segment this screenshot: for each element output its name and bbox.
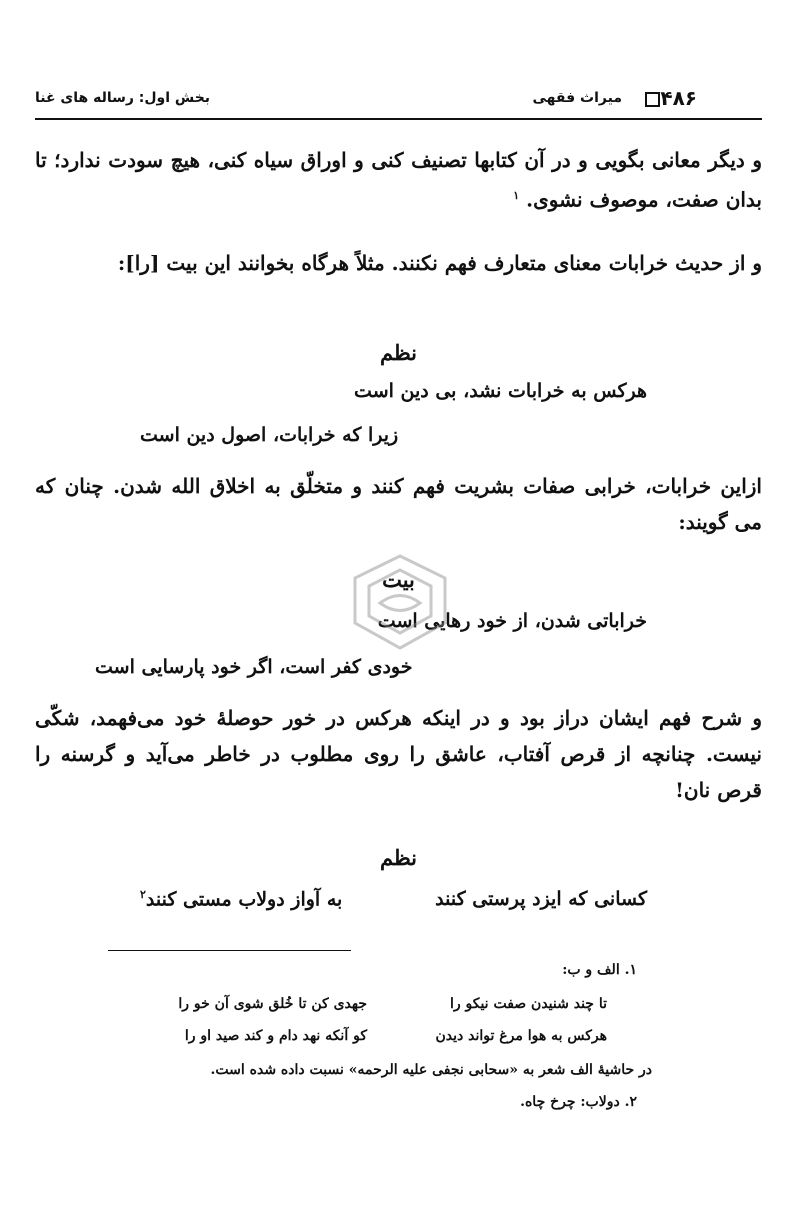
verse-line: زیرا که خرابات، اصول دین است [140,424,399,446]
footnote-note: در حاشیهٔ الف شعر به «سحابی نجفی علیه الرحمه» نسبت داده شده است. [210,1062,652,1078]
paragraph: و دیگر معانی بگویی و در آن کتابها تصنیف کنی و اوراق سیاه کنی، هیچ سودت ندارد؛ تا بدان صفت، موصوف نشوی. $^۱$ [35,148,762,212]
section-heading: بیت [382,567,415,592]
page-number: ۴۸۶ [641,86,697,110]
footnote-verse: تا چند شنیدن صفت نیکو را [449,996,607,1012]
verse-line: به آواز دولاب مستی کنند$^۲$ [140,888,343,911]
verse-line: هرکس به خرابات نشد، بی دین است [354,380,647,402]
verse-line: خودی کفر است، اگر خود پارسایی است [95,656,413,678]
footnote-verse: جهدی کن تا خُلق شوی آن خو را [178,996,367,1012]
square-bullet-icon [645,92,660,107]
footnote-marker: ۱ [513,189,520,202]
footnote: ۲. دولاب: چرخ چاه. [520,1094,637,1110]
verse-line: خراباتی شدن، از خود رهایی است [377,610,647,632]
library-seal-watermark [335,548,465,658]
footnote-verse: کو آنکه نهد دام و کند صید او را [184,1028,367,1044]
book-title: میراث فقهی [532,90,622,106]
footnote-verse: هرکس به هوا مرغ تواند دیدن [435,1028,607,1044]
page-header [35,86,697,112]
header-divider [35,118,762,120]
paragraph: و شرح فهم ایشان دراز بود و در اینکه هرکس در خور حوصلهٔ خود می‌فهمد، شکّی نیست. چنانچه از قرص آفتاب، عاشق را روی مطلوب در خاطر می‌آید و گرسنه را قرص نان! [35,706,762,802]
paragraph: ازاین خرابات، خرابی صفات بشریت فهم کنند و متخلّق به اخلاق الله شدن. چنان که می گویند: [35,474,762,534]
verse-line: کسانی که ایزد پرستی کنند [435,888,647,910]
footnote-marker: ۲ [140,888,146,901]
footnote-divider [108,950,351,951]
paragraph: و از حدیث خرابات معنای متعارف فهم نکنند. مثلاً هرگاه بخوانند این بیت [را]: [117,251,762,275]
footnote-label: ۱. الف و ب: [562,962,637,978]
section-heading: نظم [379,340,418,365]
section-heading: نظم [379,845,418,870]
section-title: بخش اول: رساله های غنا [35,90,211,106]
